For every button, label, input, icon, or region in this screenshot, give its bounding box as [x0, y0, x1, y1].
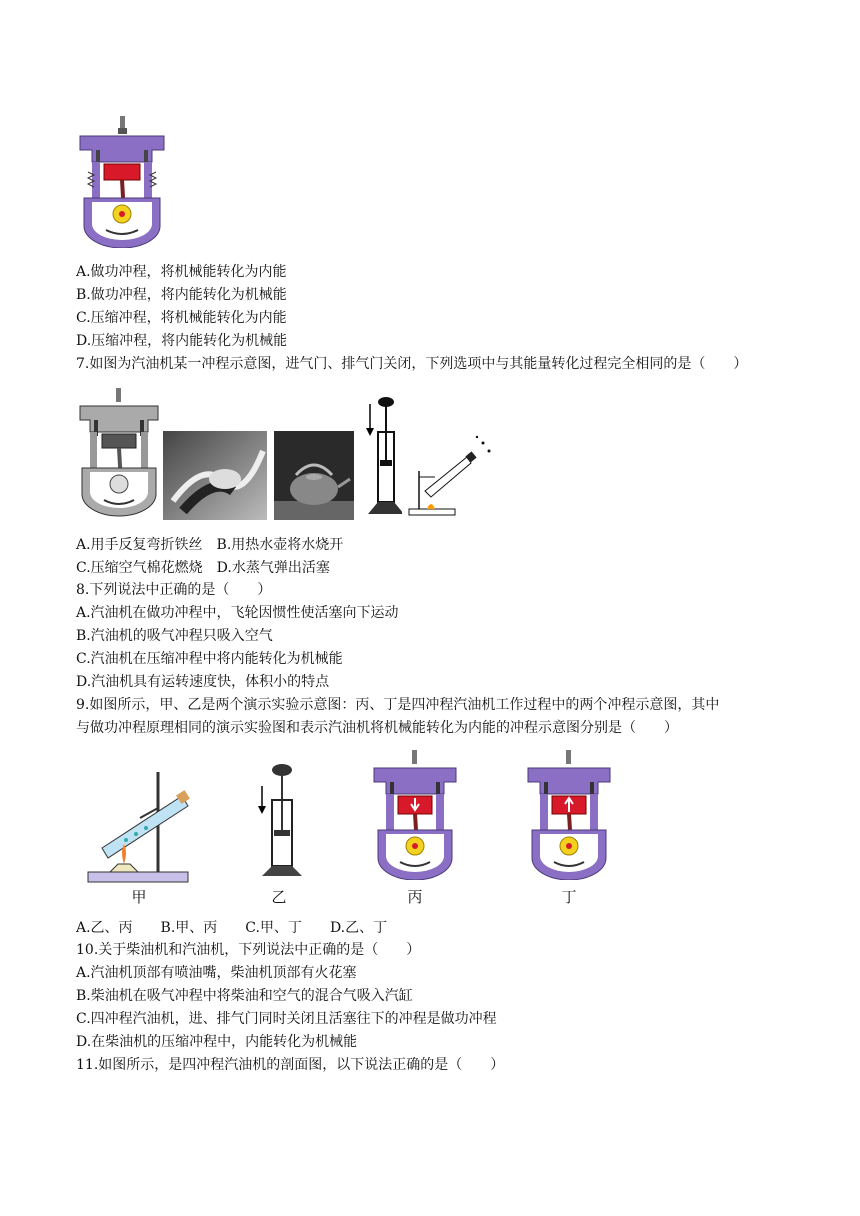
- q9-figure-yi: [254, 760, 302, 880]
- q9-figure-jia: [86, 768, 192, 886]
- q7-options-line2: C.压缩空气棉花燃烧 D.水蒸气弹出活塞: [76, 560, 330, 576]
- q7-stem: 7.如图为汽油机某一冲程示意图，进气门、排气门关闭，下列选项中与其能量转化过程完全相同的是（ ）: [76, 356, 748, 372]
- q6-option-d: D.压缩冲程，将内能转化为机械能: [76, 333, 288, 349]
- q6-option-a: A.做功冲程，将机械能转化为内能: [76, 264, 287, 280]
- q9-caption-jia: 甲: [131, 888, 147, 906]
- steam-cork-figure: [405, 431, 495, 520]
- q8-option-d: D.汽油机具有运转速度快，体积小的特点: [76, 674, 330, 690]
- q6-engine-figure: [78, 114, 166, 248]
- q11-stem: 11.如图所示，是四冲程汽油机的剖面图，以下说法正确的是（ ）: [76, 1057, 505, 1073]
- q7-engine-figure: [78, 386, 160, 518]
- q9-caption-bing: 丙: [407, 888, 423, 906]
- q8-option-c: C.汽油机在压缩冲程中将内能转化为机械能: [76, 651, 343, 667]
- q9-figure-ding: [526, 748, 612, 880]
- bending-wire-photo: [163, 431, 267, 520]
- q10-stem: 10.关于柴油机和汽油机，下列说法中正确的是（ ）: [76, 942, 421, 958]
- q9-options: A.乙、丙 B.甲、丙 C.甲、丁 D.乙、丁: [76, 920, 388, 936]
- q6-option-b: B.做功冲程，将内能转化为机械能: [76, 287, 287, 303]
- q10-option-d: D.在柴油机的压缩冲程中，内能转化为机械能: [76, 1034, 358, 1050]
- q9-caption-yi: 乙: [271, 888, 287, 906]
- q6-option-c: C.压缩冲程，将机械能转化为内能: [76, 310, 287, 326]
- q9-caption-ding: 丁: [561, 888, 577, 906]
- q7-options-line1: A.用手反复弯折铁丝 B.用热水壶将水烧开: [76, 537, 344, 553]
- q10-option-a: A.汽油机顶部有喷油嘴，柴油机顶部有火花塞: [76, 965, 357, 981]
- kettle-photo: [274, 431, 354, 520]
- q9-figure-bing: [372, 748, 458, 880]
- q10-option-b: B.柴油机在吸气冲程中将柴油和空气的混合气吸入汽缸: [76, 988, 413, 1004]
- q9-stem-line2: 与做功冲程原理相同的演示实验图和表示汽油机将机械能转化为内能的冲程示意图分别是（ ）: [76, 720, 678, 736]
- q8-option-a: A.汽油机在做功冲程中，飞轮因惯性使活塞向下运动: [76, 605, 399, 621]
- q10-option-c: C.四冲程汽油机，进、排气门同时关闭且活塞往下的冲程是做功冲程: [76, 1011, 497, 1027]
- q9-stem-line1: 9.如图所示，甲、乙是两个演示实验示意图：丙、丁是四冲程汽油机工作过程中的两个冲程示意图，其中: [76, 697, 720, 713]
- air-pump-figure: [362, 392, 402, 520]
- q8-stem: 8.下列说法中正确的是（ ）: [76, 582, 272, 598]
- q8-option-b: B.汽油机的吸气冲程只吸入空气: [76, 628, 273, 644]
